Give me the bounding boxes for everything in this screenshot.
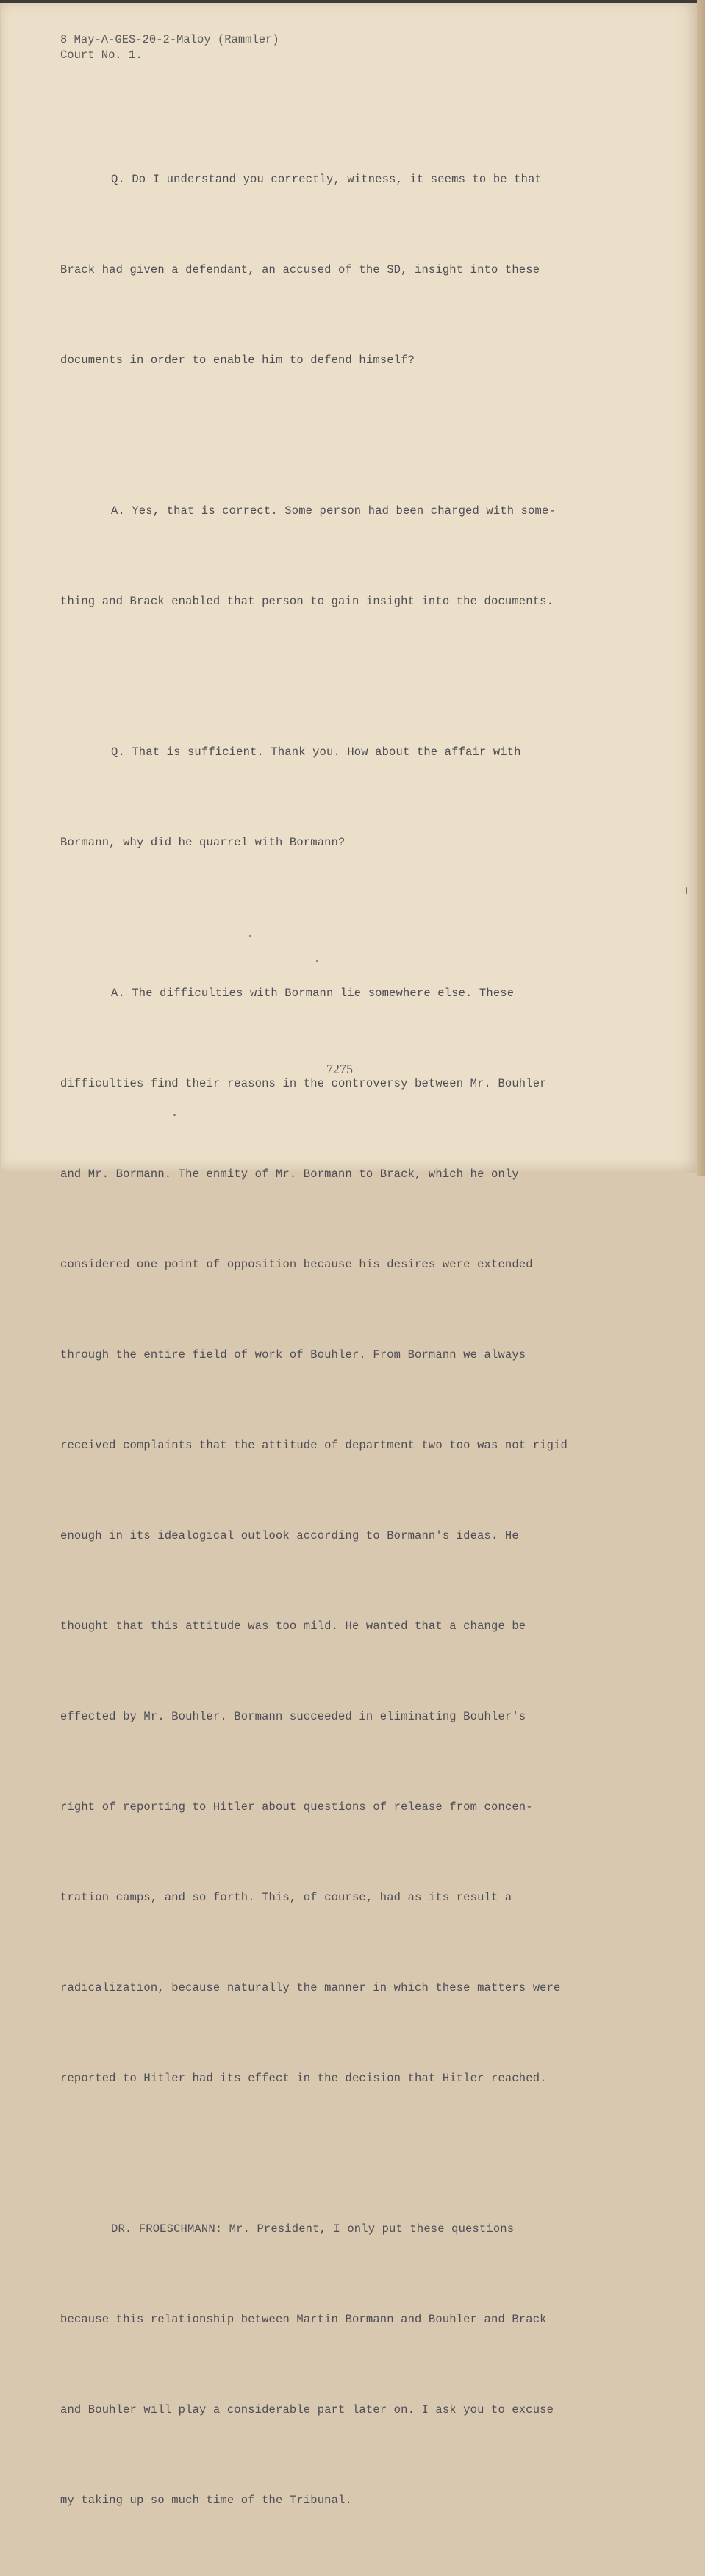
text-line: tration camps, and so forth. This, of course, had as its result a xyxy=(60,1891,512,1904)
paragraph-question-1 xyxy=(60,104,648,436)
text-line: because this relationship between Martin Bormann and Bouhler and Brack xyxy=(60,2313,547,2326)
transcript-body xyxy=(60,104,648,2576)
text-line: right of reporting to Hitler about questions of release from concen- xyxy=(60,1800,533,1814)
text-line: reported to Hitler had its effect in the decision that Hitler reached. xyxy=(60,2072,547,2085)
paragraph-counsel-statement xyxy=(60,2154,648,2576)
page-edge-right xyxy=(697,0,705,1176)
paper-speck xyxy=(316,960,318,962)
text-line: and Bouhler will play a considerable part later on. I ask you to excuse xyxy=(60,2403,554,2416)
text-line: Q. Do I understand you correctly, witness, it seems to be that xyxy=(111,173,542,186)
text-line: effected by Mr. Bouhler. Bormann succeeded in eliminating Bouhler's xyxy=(60,1710,526,1723)
text-line: thing and Brack enabled that person to gain insight into the documents. xyxy=(60,595,554,608)
paper-speck xyxy=(173,1114,176,1116)
text-line: A. Yes, that is correct. Some person had been charged with some- xyxy=(111,504,556,518)
text-line: thought that this attitude was too mild. He wanted that a change be xyxy=(60,1620,526,1633)
paper-speck xyxy=(249,935,251,937)
paragraph-answer-2 xyxy=(60,918,648,2154)
text-line: Bormann, why did he quarrel with Bormann? xyxy=(60,836,346,849)
text-line: considered one point of opposition because his desires were extended xyxy=(60,1258,533,1271)
text-line: Q. That is sufficient. Thank you. How about the affair with xyxy=(111,745,521,759)
text-line: enough in its idealogical outlook according to Bormann's ideas. He xyxy=(60,1529,519,1542)
document-header xyxy=(60,32,279,63)
text-line: and Mr. Bormann. The enmity of Mr. Bormann to Brack, which he only xyxy=(60,1167,519,1181)
header-line-1: 8 May-A-GES-20-2-Maloy (Rammler) xyxy=(60,33,279,46)
text-line: A. The difficulties with Bormann lie somewhere else. These xyxy=(111,987,515,1000)
page-number: 7275 xyxy=(326,1062,353,1076)
text-line: received complaints that the attitude of department two too was not rigid xyxy=(60,1439,568,1452)
text-line: radicalization, because naturally the manner in which these matters were xyxy=(60,1981,561,1994)
header-line-2: Court No. 1. xyxy=(60,49,143,62)
paragraph-question-2 xyxy=(60,677,648,918)
text-line: documents in order to enable him to defend himself? xyxy=(60,354,415,367)
text-line: difficulties find their reasons in the controversy between Mr. Bouhler xyxy=(60,1077,547,1090)
text-line: my taking up so much time of the Tribunal. xyxy=(60,2494,352,2507)
text-line: DR. FROESCHMANN: Mr. President, I only put these questions xyxy=(111,2222,515,2236)
paragraph-answer-1 xyxy=(60,436,648,677)
text-line: through the entire field of work of Bouhler. From Bormann we always xyxy=(60,1348,526,1362)
paper-speck xyxy=(686,887,687,894)
text-line: Brack had given a defendant, an accused of the SD, insight into these xyxy=(60,263,540,276)
